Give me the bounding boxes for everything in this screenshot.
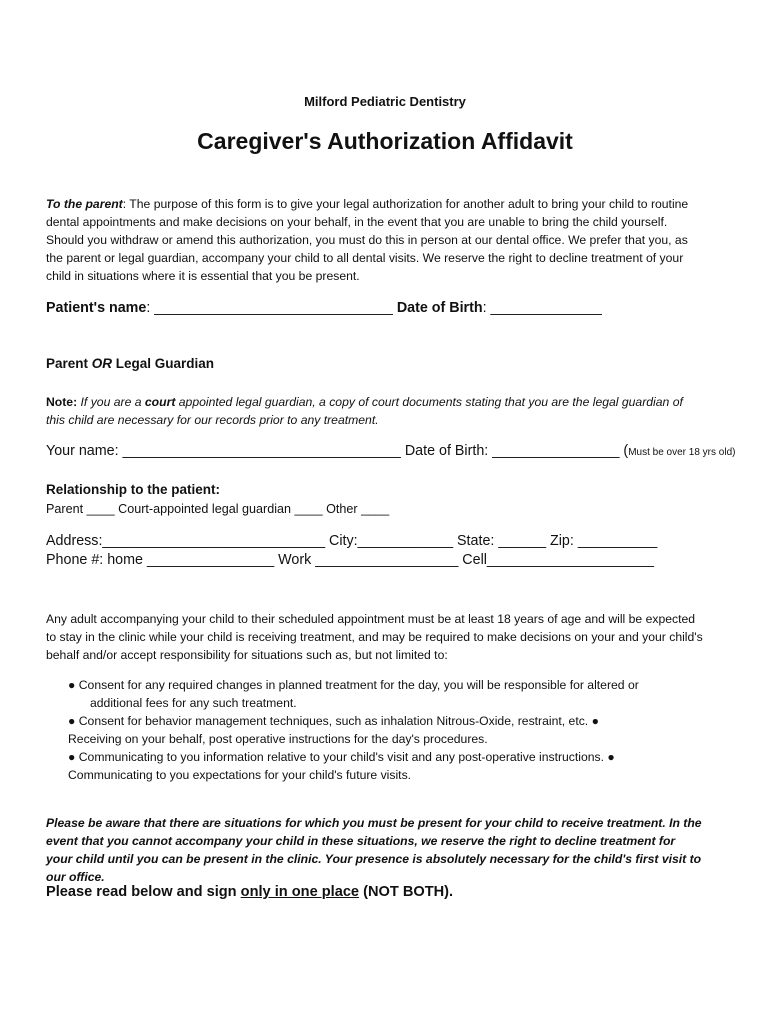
address-row[interactable]: Address:____________________________ City:____________ State: ______ Zip: __________: [46, 533, 658, 549]
guardian-note: [46, 393, 726, 429]
intro-lead: To the parent: [46, 197, 123, 211]
bullet-3: ● Communicating to you information relative to your child's visit and any post-operative instructions. ●: [68, 750, 615, 764]
bullet-1-cont: additional fees for any such treatment.: [90, 696, 297, 710]
note-label: Note:: [46, 395, 78, 409]
guardian-heading-b: Legal Guardian: [112, 356, 215, 371]
guardian-name-row[interactable]: [46, 443, 735, 459]
age-note: Must be over 18 yrs old): [628, 447, 736, 458]
note-line-2: this child are necessary for our records prior to any treatment.: [46, 413, 379, 427]
bullet-2: ● Consent for behavior management techniques, such as inhalation Nitrous-Oxide, restraint, etc. ●: [68, 714, 599, 728]
patient-name-row: [46, 300, 602, 316]
sign-a: Please read below and sign: [46, 884, 241, 900]
warning-line-2: event that you cannot accompany your child in these situations, we reserve the right to decline treatment for: [46, 834, 676, 848]
practice-name: Milford Pediatric Dentistry: [304, 94, 466, 109]
intro-line-4: the parent or legal guardian, accompany your child to all dental visits. We reserve the right to decline treatment of your: [46, 251, 684, 265]
warning-line-3: your child until you can be present in the clinic. Your presence is absolutely necessary for the child's first visit to: [46, 852, 702, 866]
relationship-options[interactable]: Parent ____ Court-appointed legal guardian ____ Other ____: [46, 502, 390, 516]
patient-dob-field[interactable]: : ______________: [482, 300, 602, 316]
intro-line-1: : The purpose of this form is to give your legal authorization for another adult to bring your child to routine: [122, 197, 689, 211]
sign-b: (NOT BOTH).: [359, 884, 454, 900]
guardian-heading-a: Parent: [46, 356, 92, 371]
patient-name-field[interactable]: : ______________________________: [146, 300, 393, 316]
policy-line-2: to stay in the clinic while your child is receiving treatment, and may be required to make decisions on your and your child's: [46, 630, 703, 644]
note-b: appointed legal guardian, a copy of court documents stating that you are the legal guardian of: [175, 395, 683, 409]
intro-line-3: Should you withdraw or amend this authorization, you must do this in person at our dental office. We prefer that you, as: [46, 233, 688, 247]
document-title: Caregiver's Authorization Affidavit: [197, 128, 573, 154]
sign-instruction: [46, 884, 453, 900]
guardian-heading: [46, 356, 214, 371]
warning-line-1: Please be aware that there are situations for which you must be present for your child to receive treatment. In the: [46, 816, 702, 830]
policy-line-3: behalf and/or accept responsibility for situations such as, but not limited to:: [46, 648, 448, 662]
bullet-1: ● Consent for any required changes in planned treatment for the day, you will be responsible for altered or: [68, 678, 639, 692]
policy-line-1: Any adult accompanying your child to their scheduled appointment must be at least 18 years of age and will be expected: [46, 612, 696, 626]
note-a: If you are a: [77, 395, 145, 409]
warning-line-4: our office.: [46, 870, 105, 884]
intro-line-2: dental appointments and make decisions on your behalf, in the event that you are unable to bring the child yourself.: [46, 215, 668, 229]
guardian-heading-or: OR: [91, 356, 113, 371]
guardian-name-field[interactable]: Your name: ___________________________________ Date of Birth: ________________ (: [46, 443, 629, 459]
phone-row[interactable]: Phone #: home ________________ Work __________________ Cell_____________________: [46, 552, 654, 568]
note-court: court: [144, 395, 176, 409]
presence-warning: [46, 814, 736, 886]
intro-paragraph: [46, 195, 726, 285]
intro-line-5: child in situations where it is essential that you be present.: [46, 269, 360, 283]
bullet-2-cont: Receiving on your behalf, post operative instructions for the day's procedures.: [68, 732, 488, 746]
patient-name-label: Patient's name: [46, 300, 147, 316]
sign-underlined: only in one place: [240, 884, 360, 900]
relationship-heading: Relationship to the patient:: [46, 482, 220, 497]
policy-paragraph: [46, 610, 726, 664]
bullet-3-cont: Communicating to you expectations for your child's future visits.: [68, 768, 412, 782]
patient-dob-label: Date of Birth: [396, 300, 483, 316]
